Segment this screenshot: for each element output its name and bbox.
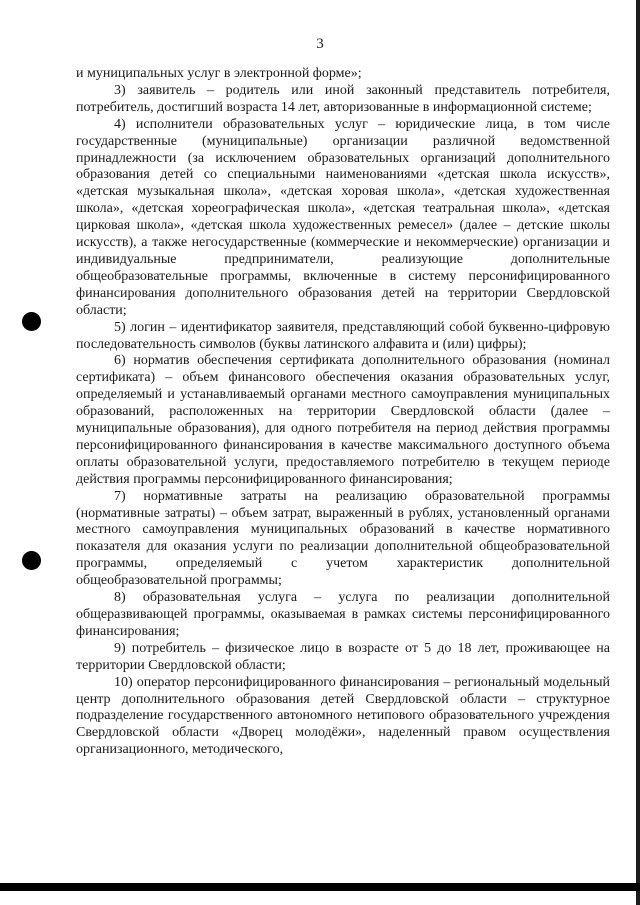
paragraph-item-6: 6) норматив обеспечения сертификата дополнительного образования (номинал сертификата) – объем финансового обеспечения оказания образовательных услуг, определяемый и устанавливаемый органами местного самоуправления муниципальных образований, расположенных на территории Свердловской области (далее – муниципальные образования), для одного потребителя на период действия программы персонифицированного финансирования в качестве максимального доступного объема оплаты образовательной услуги, предоставляемого потребителю в текущем периоде действия программы персонифицированного финансирования;	[76, 353, 610, 487]
scan-bottom-bar	[0, 883, 640, 891]
paragraph-item-5: 5) логин – идентификатор заявителя, представляющий собой буквенно-цифровую последовательность символов (буквы латинского алфавита и (или) цифры);	[76, 319, 610, 352]
paragraph-item-3: 3) заявитель – родитель или иной законный представитель потребителя, потребитель, достигший возраста 14 лет, авторизованные в информационной системе;	[76, 82, 610, 115]
paragraph-item-4: 4) исполнители образовательных услуг – юридические лица, в том числе государственные (муниципальные) организации различной ведомственной принадлежности (за исключением образовательных организаций дополнительного образования детей со специальными наименованиями «детская школа искусств», «детская музыкальная школа», «детская хоровая школа», «детская художественная школа», «детская хореографическая школа», «детская театральная школа», «детская цирковая школа», «детская школа художественных ремесел» (далее – детские школы искусств), а также негосударственные (коммерческие и некоммерческие) организации и индивидуальные предприниматели, реализующие дополнительные общеобразовательные программы, включенные в систему персонифицированного финансирования дополнительного образования детей на территории Свердловской области;	[76, 116, 610, 318]
punch-hole-upper	[22, 312, 41, 331]
paragraph-item-8: 8) образовательная услуга – услуга по реализации дополнительной общеразвивающей программы, оказываемая в рамках системы персонифицированного финансирования;	[76, 590, 610, 639]
punch-hole-lower	[22, 551, 41, 570]
paragraph-item-7: 7) нормативные затраты на реализацию образовательной программы (нормативные затраты) – объем затрат, выраженный в рублях, установленный органами местного самоуправления муниципальных образований в качестве нормативного показателя для оказания услуги по реализации дополнительной общеобразовательной программы, определяемый с учетом характеристик дополнительной общеобразовательной программы;	[76, 488, 610, 589]
paragraph-item-9: 9) потребитель – физическое лицо в возрасте от 5 до 18 лет, проживающее на территории Свердловской области;	[76, 640, 610, 673]
scan-right-edge	[636, 0, 640, 905]
paragraph-continuation: и муниципальных услуг в электронной форме»;	[76, 66, 362, 81]
paragraph-item-10: 10) оператор персонифицированного финансирования – региональный модельный центр дополнительного образования детей Свердловской области – структурное подразделение государственного автономного нетипового образовательного учреждения Свердловской области «Дворец молодёжи», наделенный правом осуществления организационного, методического,	[76, 674, 610, 758]
document-body	[76, 66, 610, 759]
page-number: 3	[316, 36, 324, 52]
